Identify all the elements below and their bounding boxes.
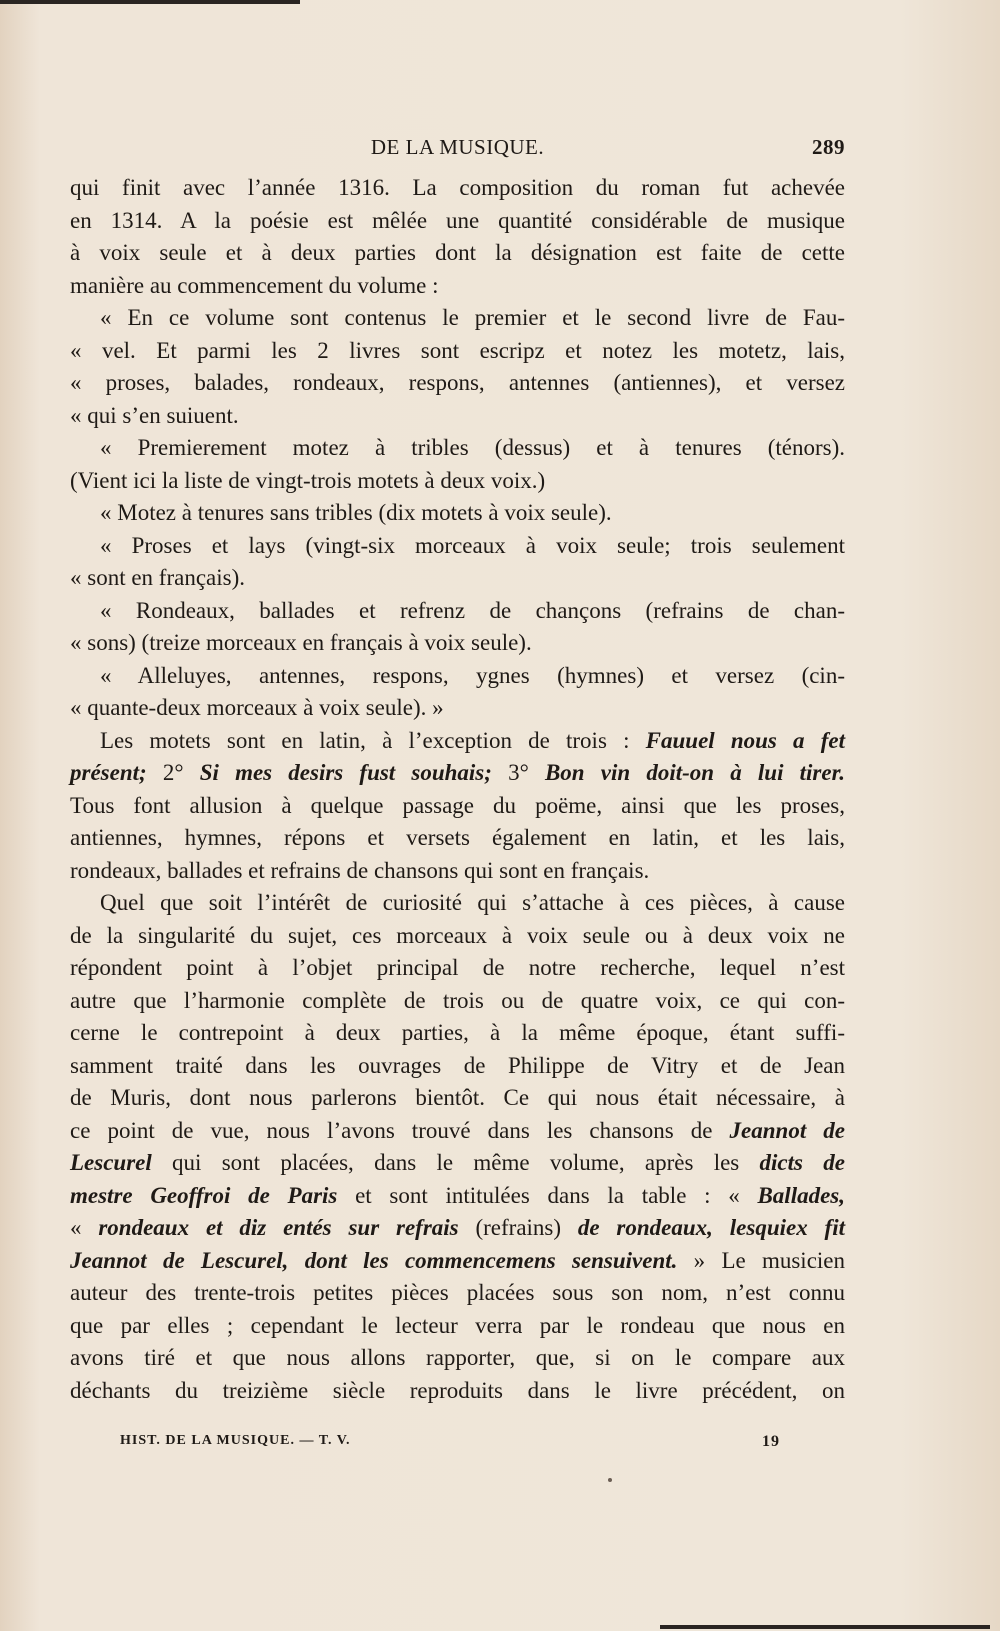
text-line: [70, 1277, 845, 1310]
text-segment: déchants du treizième siècle reproduits dans le livre précédent, on: [70, 1377, 845, 1403]
italic-segment: dicts de: [759, 1150, 845, 1175]
italic-segment: Si mes desirs fust souhais;: [199, 760, 492, 785]
text-segment: Les motets sont en latin, à l’exception de trois :: [100, 727, 646, 753]
page-number: 289: [812, 135, 845, 159]
text-line: [70, 887, 845, 920]
italic-segment: Jeannot de Lescurel, dont les commencemens sensuivent.: [70, 1247, 678, 1273]
signature-footer: [120, 1433, 780, 1455]
text-segment: « quante-deux morceaux à voix seule). »: [70, 695, 444, 720]
text-segment: « Alleluyes, antennes, respons, ygnes (hymnes) et versez (cin-: [100, 662, 845, 688]
text-line: [70, 725, 845, 758]
text-line: [70, 237, 845, 270]
text-segment: « Rondeaux, ballades et refrenz de chançons (refrains de chan-: [100, 597, 845, 623]
italic-segment: de rondeaux, lesquiex fit: [577, 1215, 845, 1240]
text-segment: « En ce volume sont contenus le premier et le second livre de Fau-: [100, 305, 845, 330]
bottom-edge-rule: [660, 1625, 990, 1629]
text-line: [70, 952, 845, 985]
text-segment: rondeaux, ballades et refrains de chansons qui sont en français.: [70, 857, 650, 883]
text-line: [70, 205, 845, 238]
italic-segment: Bon vin doit-on à lui tirer.: [544, 760, 845, 785]
text-line: [70, 757, 845, 790]
running-header: [70, 135, 845, 165]
text-line: [70, 335, 845, 368]
text-line: [70, 627, 845, 660]
text-segment: « Premierement motez à tribles (dessus) et à tenures (ténors).: [100, 435, 845, 460]
signature-title: HIST. DE LA MUSIQUE. — T. V.: [120, 1433, 351, 1448]
text-segment: « sons) (treize morceaux en français à voix seule).: [70, 630, 532, 655]
text-segment: Tous font allusion à quelque passage du poëme, ainsi que les proses,: [70, 792, 845, 818]
text-segment: « vel. Et parmi les 2 livres sont escripz et notez les motetz, lais,: [70, 337, 845, 363]
text-segment: et sont intitulées dans la table : «: [337, 1182, 758, 1208]
text-line: [70, 302, 845, 335]
text-segment: ce point de vue, nous l’avons trouvé dans les chansons de: [70, 1117, 730, 1143]
text-segment: en 1314. A la poésie est mêlée une quantité considérable de musique: [70, 207, 845, 233]
text-line: [70, 400, 845, 433]
text-segment: auteur des trente-trois petites pièces placées sous son nom, n’est connu: [70, 1280, 845, 1305]
text-segment: manière au commencement du volume :: [70, 272, 439, 298]
text-segment: (refrains): [458, 1215, 578, 1240]
text-segment: (Vient ici la liste de vingt-trois motets à deux voix.): [70, 467, 546, 493]
italic-segment: rondeaux et diz entés sur refrais: [98, 1215, 459, 1240]
text-line: [70, 1342, 845, 1375]
text-line: [70, 497, 845, 530]
text-line: [70, 1147, 845, 1180]
text-segment: avons tiré et que nous allons rapporter, que, si on le compare aux: [70, 1345, 845, 1370]
text-segment: 2°: [146, 760, 200, 785]
text-segment: « Motez à tenures sans tribles (dix motets à voix seule).: [100, 500, 612, 525]
italic-segment: présent;: [70, 760, 147, 785]
italic-segment: Lescurel: [70, 1150, 152, 1175]
text-segment: antiennes, hymnes, répons et versets également en latin, et les lais,: [70, 825, 845, 850]
text-segment: qui finit avec l’année 1316. La composition du roman fut achevée: [70, 175, 845, 200]
text-line: [70, 1212, 845, 1245]
body-text: [70, 172, 845, 1407]
text-line: [70, 172, 845, 205]
text-segment: « sont en français).: [70, 565, 245, 590]
italic-segment: Fauuel nous a fet: [645, 727, 845, 753]
text-line: [70, 530, 845, 563]
text-line: [70, 985, 845, 1018]
signature-number: 19: [762, 1433, 780, 1450]
text-segment: «: [70, 1215, 99, 1240]
text-line: [70, 367, 845, 400]
text-segment: que par elles ; cependant le lecteur verra par le rondeau que nous en: [70, 1312, 845, 1338]
text-line: [70, 1115, 845, 1148]
text-line: [70, 270, 845, 303]
text-line: [70, 432, 845, 465]
text-segment: « proses, balades, rondeaux, respons, antennes (antiennes), et versez: [70, 370, 845, 395]
running-title: DE LA MUSIQUE.: [370, 135, 545, 159]
text-segment: de Muris, dont nous parlerons bientôt. Ce qui nous était nécessaire, à: [70, 1085, 845, 1110]
text-line: [70, 1245, 845, 1278]
ink-speck: [608, 1478, 612, 1482]
text-line: [70, 822, 845, 855]
text-line: [70, 1310, 845, 1343]
text-line: [70, 920, 845, 953]
text-line: [70, 855, 845, 888]
text-segment: Quel que soit l’intérêt de curiosité qui s’attache à ces pièces, à cause: [100, 890, 845, 915]
text-segment: à voix seule et à deux parties dont la désignation est faite de cette: [70, 240, 845, 265]
text-segment: » Le musicien: [677, 1247, 845, 1273]
text-segment: qui sont placées, dans le même volume, après les: [151, 1150, 760, 1175]
text-segment: répondent point à l’objet principal de notre recherche, lequel n’est: [70, 955, 845, 980]
text-segment: 3°: [491, 760, 545, 785]
italic-segment: Ballades,: [757, 1182, 845, 1208]
text-line: [70, 465, 845, 498]
text-line: [70, 660, 845, 693]
text-segment: samment traité dans les ouvrages de Philippe de Vitry et de Jean: [70, 1052, 845, 1078]
italic-segment: Jeannot de: [729, 1117, 845, 1143]
text-line: [70, 1082, 845, 1115]
text-segment: autre que l’harmonie complète de trois ou de quatre voix, ce qui con-: [70, 987, 845, 1013]
text-segment: de la singularité du sujet, ces morceaux à voix seule ou à deux voix ne: [70, 922, 845, 948]
italic-segment: mestre Geoffroi de Paris: [70, 1182, 338, 1208]
text-line: [70, 562, 845, 595]
text-line: [70, 692, 845, 725]
text-segment: « qui s’en suiuent.: [70, 402, 239, 428]
text-line: [70, 1050, 845, 1083]
top-edge-rule: [0, 0, 300, 4]
text-segment: cerne le contrepoint à deux parties, à la même époque, étant suffi-: [70, 1020, 845, 1045]
text-line: [70, 1375, 845, 1408]
text-segment: « Proses et lays (vingt-six morceaux à voix seule; trois seulement: [100, 532, 845, 558]
text-line: [70, 790, 845, 823]
text-line: [70, 1017, 845, 1050]
text-line: [70, 595, 845, 628]
text-line: [70, 1180, 845, 1213]
